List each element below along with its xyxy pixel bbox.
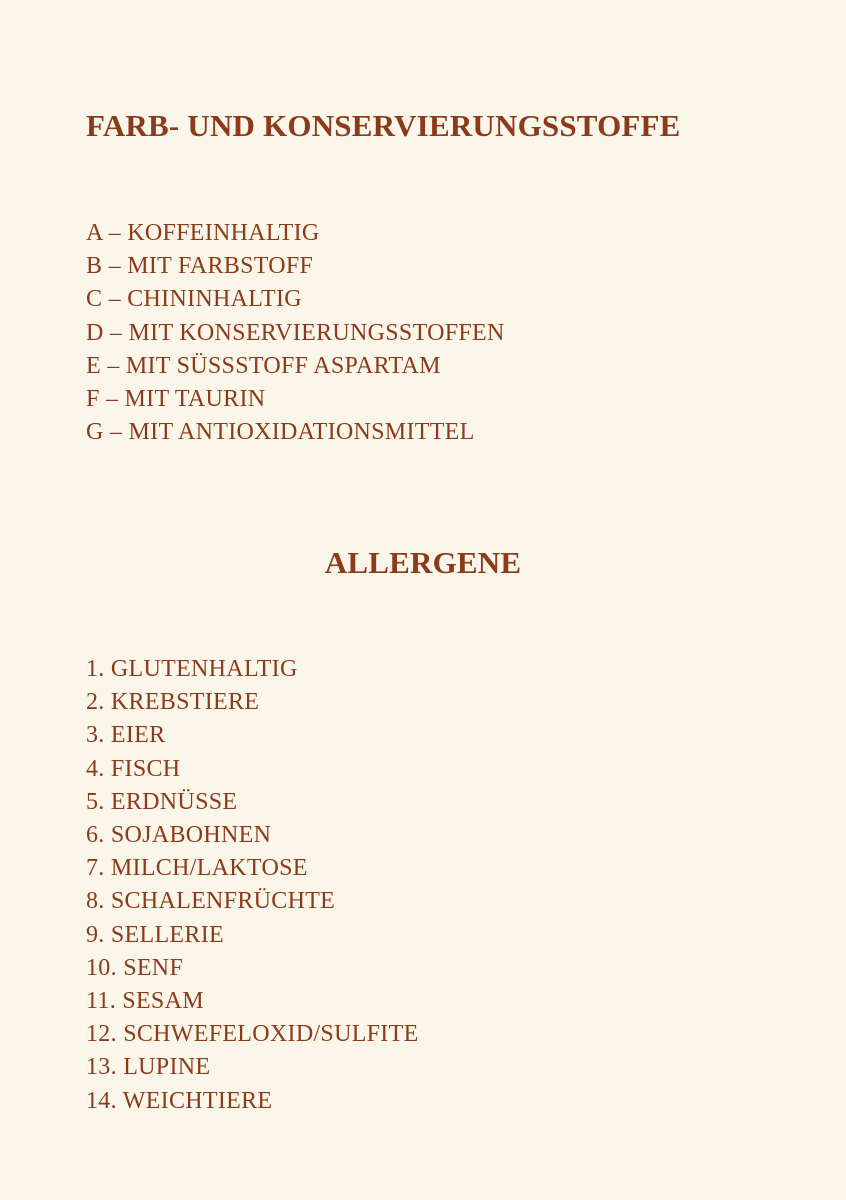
additive-item-c: C – CHININHALTIG: [86, 286, 302, 313]
allergen-item-4: 4. FISCH: [86, 755, 181, 782]
allergen-item-10: 10. SENF: [86, 954, 184, 981]
additive-item-d: D – MIT KONSERVIERUNGSSTOFFEN: [86, 319, 505, 346]
allergen-item-5: 5. ERDNÜSSE: [86, 788, 238, 815]
allergen-item-9: 9. SELLERIE: [86, 921, 224, 948]
additive-item-a: A – KOFFEINHALTIG: [86, 220, 320, 246]
allergen-item-6: 6. SOJABOHNEN: [86, 822, 272, 849]
allergen-item-14: 14. WEICHTIERE: [86, 1087, 273, 1114]
additive-item-e: E – MIT SÜSSSTOFF ASPARTAM: [86, 352, 441, 379]
additive-item-g: G – MIT ANTIOXIDATIONSMITTEL: [86, 419, 475, 446]
additive-item-b: B – MIT FARBSTOFF: [86, 253, 314, 280]
allergen-item-13: 13. LUPINE: [86, 1054, 211, 1081]
allergen-item-7: 7. MILCH/LAKTOSE: [86, 855, 308, 882]
allergen-item-2: 2. KREBSTIERE: [86, 689, 260, 716]
additive-item-f: F – MIT TAURIN: [86, 386, 266, 413]
allergens-heading: ALLERGENE: [324, 545, 522, 580]
allergen-item-1: 1. GLUTENHALTIG: [86, 656, 298, 682]
allergens-list: [86, 653, 419, 1118]
allergen-item-11: 11. SESAM: [86, 988, 204, 1015]
allergen-item-3: 3. EIER: [86, 722, 166, 749]
additives-heading: FARB- UND KONSERVIERUNGSSTOFFE: [86, 108, 681, 143]
allergen-item-12: 12. SCHWEFELOXID/SULFITE: [86, 1021, 419, 1048]
additives-list: [86, 217, 505, 449]
allergen-item-8: 8. SCHALENFRÜCHTE: [86, 888, 336, 915]
